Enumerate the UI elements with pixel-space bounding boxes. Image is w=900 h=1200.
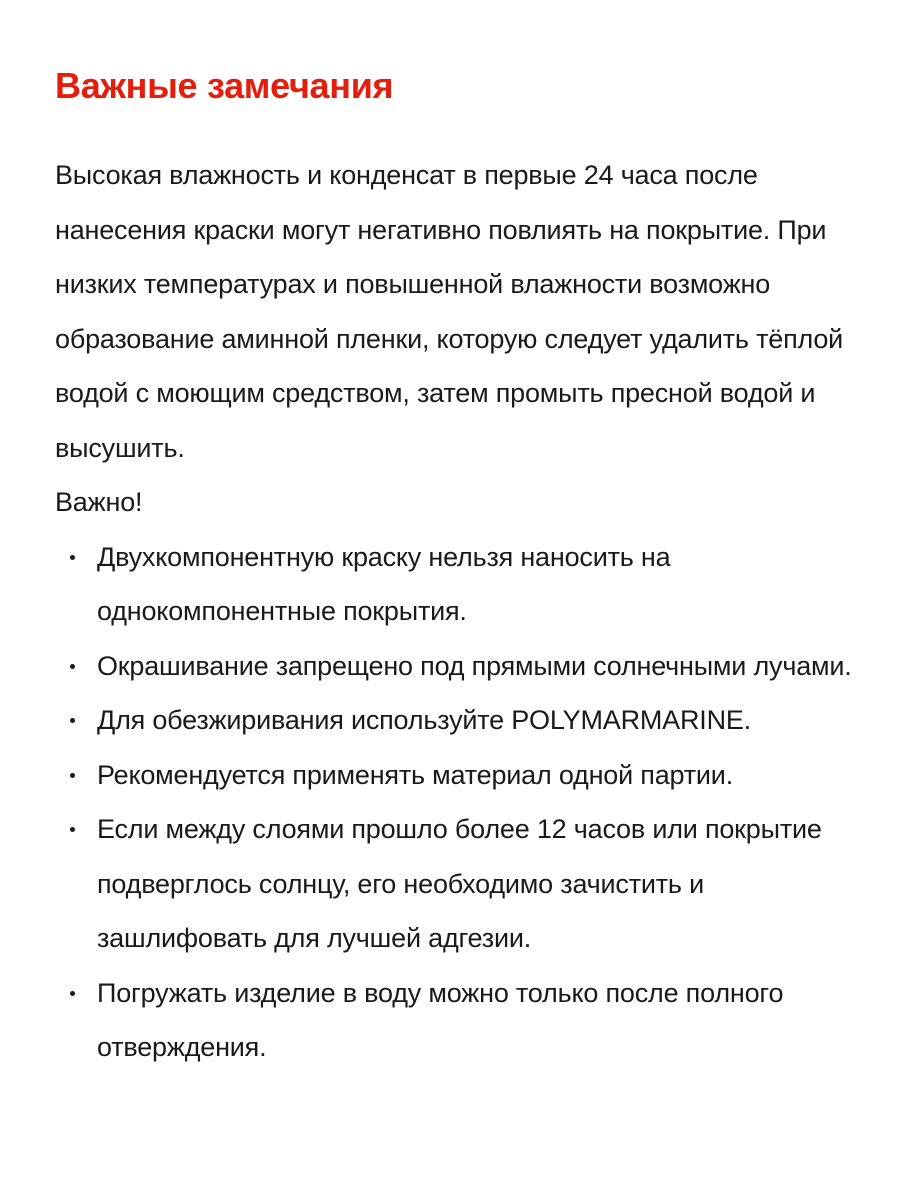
list-item [55, 748, 855, 803]
list-item [55, 802, 855, 966]
list-item [55, 693, 855, 748]
bullet-dot-icon [70, 664, 75, 669]
list-item-text: Если между слоями прошло более 12 часов или покрытие подверглось солнцу, его необходимо зачистить и зашлифовать для лучшей адгезии. [97, 814, 822, 953]
page-title: Важные замечания [55, 65, 394, 106]
list-item-text: Для обезжиривания используйте POLYMARMARINE. [97, 705, 751, 735]
list-item [55, 966, 855, 1075]
important-label: Важно! [55, 487, 143, 517]
document-page [55, 62, 855, 1075]
intro-paragraph: Высокая влажность и конденсат в первые 24 часа после нанесения краски могут негативно повлиять на покрытие. При низких температурах и повышенной влажности возможно образование аминной пленки, которую следует удалить тёплой водой с моющим средством, затем промыть пресной водой и высушить. [55, 160, 844, 463]
list-item-text: Окрашивание запрещено под прямыми солнечными лучами. [97, 650, 852, 681]
bullet-dot-icon [70, 555, 75, 560]
bullet-dot-icon [70, 827, 75, 832]
bullet-dot-icon [70, 991, 75, 996]
list-item-text: Рекомендуется применять материал одной партии. [97, 759, 733, 790]
list-item [55, 639, 855, 694]
bullet-dot-icon [70, 773, 75, 778]
list-item-text: Погружать изделие в воду можно только после полного отверждения. [97, 977, 784, 1062]
list-item [55, 530, 855, 639]
list-item-text: Двухкомпонентную краску нельзя наносить на однокомпонентные покрытия. [97, 541, 671, 626]
bullet-dot-icon [70, 718, 75, 723]
notes-list [55, 530, 855, 1075]
